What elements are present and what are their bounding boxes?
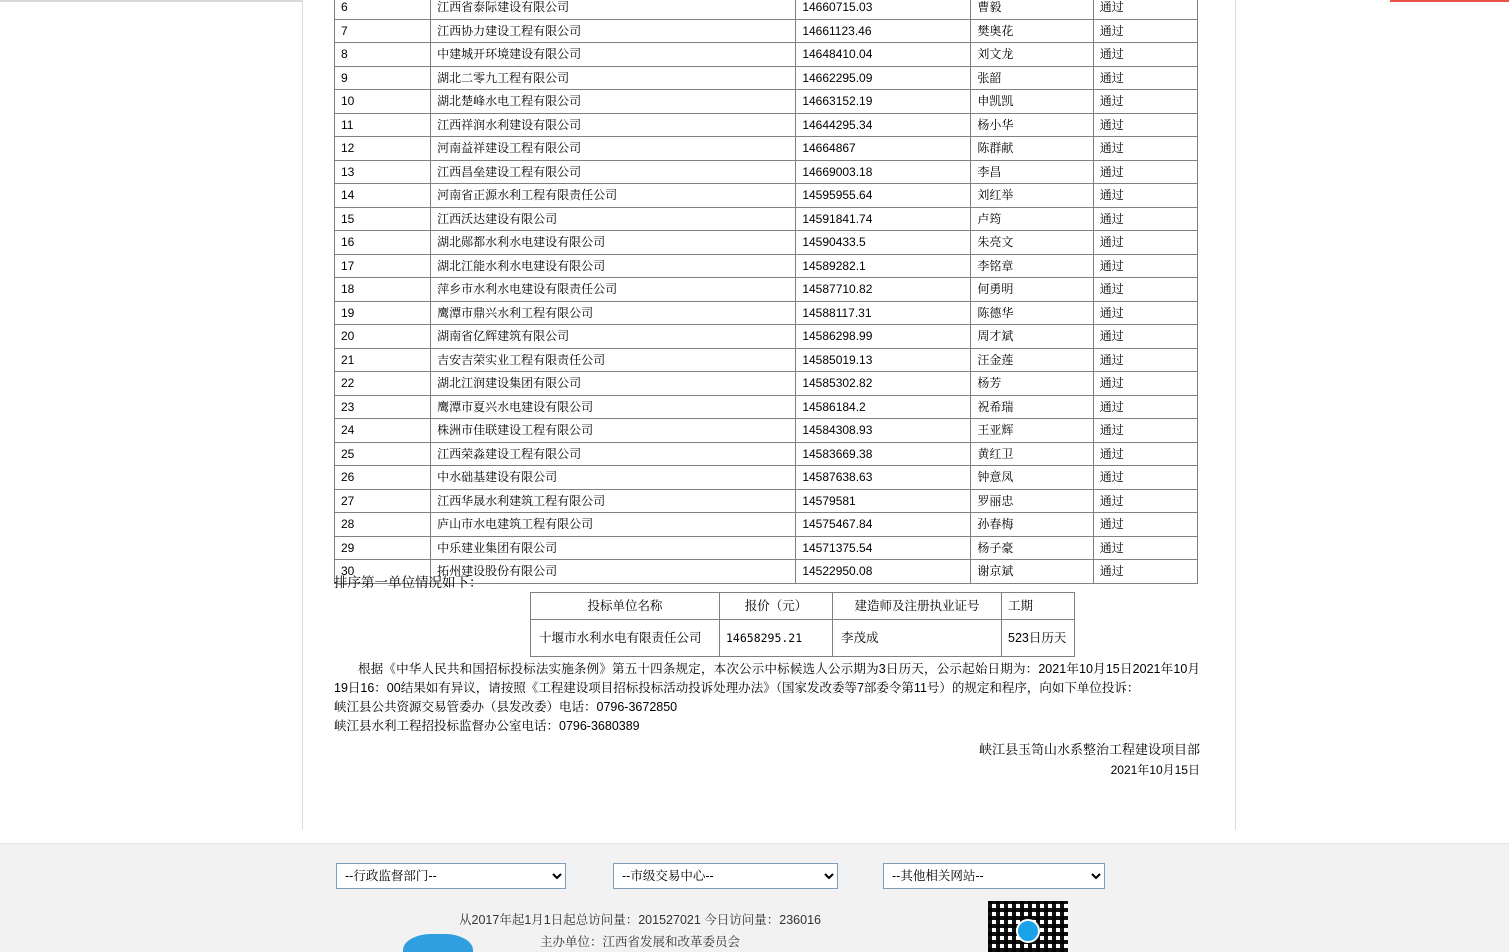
- cell-no: 23: [335, 395, 431, 419]
- cell-bidder-name: 湖北江能水利水电建设有限公司: [431, 254, 796, 278]
- cell-bidder-name: 湖北楚峰水电工程有限公司: [431, 90, 796, 114]
- cell-status: 通过: [1093, 160, 1197, 184]
- table-row: [335, 66, 1198, 90]
- cell-project-manager: 孙春梅: [971, 513, 1093, 537]
- header-price: 报价（元）: [720, 593, 833, 620]
- cell-status: 通过: [1093, 325, 1197, 349]
- cell-no: 30: [335, 560, 431, 584]
- cell-price: 14590433.5: [796, 231, 971, 255]
- value-price: 14658295.21: [720, 620, 833, 657]
- table-row: [335, 184, 1198, 208]
- table-row: [335, 419, 1198, 443]
- cell-status: 通过: [1093, 113, 1197, 137]
- cell-price: 14571375.54: [796, 536, 971, 560]
- cell-no: 7: [335, 19, 431, 43]
- table-row: [335, 90, 1198, 114]
- cell-status: 通过: [1093, 560, 1197, 584]
- cell-no: 19: [335, 301, 431, 325]
- cell-no: 13: [335, 160, 431, 184]
- cell-project-manager: 祝希瑞: [971, 395, 1093, 419]
- cell-project-manager: 何勇明: [971, 278, 1093, 302]
- table-row: [335, 536, 1198, 560]
- page-footer: [0, 843, 1509, 952]
- table-row: [335, 348, 1198, 372]
- cell-price: 14648410.04: [796, 43, 971, 67]
- cell-price: 14669003.18: [796, 160, 971, 184]
- cell-price: 14586184.2: [796, 395, 971, 419]
- cell-status: 通过: [1093, 278, 1197, 302]
- cell-project-manager: 钟意凤: [971, 466, 1093, 490]
- legal-contact-line-1: 峡江县公共资源交易管委办（县发改委）电话：0796-3672850: [334, 700, 678, 714]
- cell-price: 14584308.93: [796, 419, 971, 443]
- cell-price: 14662295.09: [796, 66, 971, 90]
- cell-no: 29: [335, 536, 431, 560]
- cell-no: 12: [335, 137, 431, 161]
- qrcode-center-logo: [1016, 919, 1040, 943]
- cell-project-manager: 曹毅: [971, 0, 1093, 19]
- table-row: [335, 513, 1198, 537]
- cell-bidder-name: 庐山市水电建筑工程有限公司: [431, 513, 796, 537]
- table-row: [335, 489, 1198, 513]
- cell-price: 14644295.34: [796, 113, 971, 137]
- cell-status: 通过: [1093, 43, 1197, 67]
- cell-no: 20: [335, 325, 431, 349]
- cell-status: 通过: [1093, 466, 1197, 490]
- cell-price: 14585302.82: [796, 372, 971, 396]
- table-row: [335, 325, 1198, 349]
- cell-project-manager: 陈群献: [971, 137, 1093, 161]
- value-period: 523日历天: [1002, 620, 1075, 657]
- value-cert: 李茂成: [833, 620, 1002, 657]
- cell-price: 14595955.64: [796, 184, 971, 208]
- cell-bidder-name: 湖南省亿辉建筑有限公司: [431, 325, 796, 349]
- table-row: [335, 207, 1198, 231]
- cell-price: 14591841.74: [796, 207, 971, 231]
- cell-bidder-name: 江西沃达建设有限公司: [431, 207, 796, 231]
- signature-date: 2021年10月15日: [1110, 763, 1200, 777]
- cell-bidder-name: 江西昌垒建设工程有限公司: [431, 160, 796, 184]
- cell-project-manager: 杨子豪: [971, 536, 1093, 560]
- footer-select-row: [0, 863, 1509, 891]
- cell-no: 28: [335, 513, 431, 537]
- cell-status: 通过: [1093, 231, 1197, 255]
- cell-project-manager: 王亚辉: [971, 419, 1093, 443]
- cell-price: 14588117.31: [796, 301, 971, 325]
- table-row: [335, 278, 1198, 302]
- cell-no: 15: [335, 207, 431, 231]
- table-row: [531, 593, 1075, 620]
- cell-project-manager: 李铭章: [971, 254, 1093, 278]
- cell-project-manager: 刘文龙: [971, 43, 1093, 67]
- cell-no: 11: [335, 113, 431, 137]
- cell-status: 通过: [1093, 489, 1197, 513]
- table-row: [335, 231, 1198, 255]
- cell-bidder-name: 鹰潭市夏兴水电建设有限公司: [431, 395, 796, 419]
- cell-bidder-name: 河南省正源水利工程有限责任公司: [431, 184, 796, 208]
- cell-status: 通过: [1093, 301, 1197, 325]
- rank-first-title: 排序第一单位情况如下：: [334, 575, 483, 590]
- value-bidder-name: 十堰市水利水电有限责任公司: [531, 620, 720, 657]
- cell-status: 通过: [1093, 395, 1197, 419]
- cell-status: 通过: [1093, 442, 1197, 466]
- qrcode-icon: [988, 901, 1068, 952]
- cell-price: 14664867: [796, 137, 971, 161]
- header-cert: 建造师及注册执业证号: [833, 593, 1002, 620]
- cell-no: 9: [335, 66, 431, 90]
- cell-project-manager: 卢筠: [971, 207, 1093, 231]
- cell-price: 14579581: [796, 489, 971, 513]
- cell-price: 14586298.99: [796, 325, 971, 349]
- cell-bidder-name: 吉安吉荣实业工程有限责任公司: [431, 348, 796, 372]
- cell-project-manager: 樊奥花: [971, 19, 1093, 43]
- cell-project-manager: 周才斌: [971, 325, 1093, 349]
- cell-no: 22: [335, 372, 431, 396]
- header-period: 工期: [1002, 593, 1075, 620]
- signature-block: [334, 740, 1200, 780]
- cell-status: 通过: [1093, 90, 1197, 114]
- rank-first-table: [530, 592, 1075, 657]
- signature-organization: 峡江县玉笥山水系整治工程建设项目部: [978, 742, 1200, 757]
- table-row: [335, 113, 1198, 137]
- top-strip-right: [1390, 0, 1509, 2]
- cell-no: 8: [335, 43, 431, 67]
- cell-price: 14589282.1: [796, 254, 971, 278]
- cell-project-manager: 罗丽忠: [971, 489, 1093, 513]
- cell-no: 10: [335, 90, 431, 114]
- cell-status: 通过: [1093, 513, 1197, 537]
- cell-price: 14661123.46: [796, 19, 971, 43]
- cell-bidder-name: 中建城开环境建设有限公司: [431, 43, 796, 67]
- cell-bidder-name: 江西祥润水利建设有限公司: [431, 113, 796, 137]
- cell-no: 18: [335, 278, 431, 302]
- table-row: [335, 442, 1198, 466]
- cell-no: 17: [335, 254, 431, 278]
- legal-contact-line-2: 峡江县水利工程招投标监督办公室电话：0796-3680389: [334, 719, 640, 733]
- legal-notice: [334, 660, 1200, 736]
- cell-project-manager: 陈德华: [971, 301, 1093, 325]
- select-city-trading-center[interactable]: [613, 863, 838, 889]
- table-row: [335, 466, 1198, 490]
- cell-bidder-name: 中乐建业集团有限公司: [431, 536, 796, 560]
- table-row: [335, 19, 1198, 43]
- table-row: [335, 395, 1198, 419]
- cell-bidder-name: 湖北郧都水利水电建设有限公司: [431, 231, 796, 255]
- cell-no: 21: [335, 348, 431, 372]
- table-row: [531, 620, 1075, 657]
- cell-bidder-name: 株洲市佳联建设工程有限公司: [431, 419, 796, 443]
- cell-no: 25: [335, 442, 431, 466]
- cell-no: 24: [335, 419, 431, 443]
- table-row: [335, 301, 1198, 325]
- cell-project-manager: 朱亮文: [971, 231, 1093, 255]
- cell-project-manager: 李昌: [971, 160, 1093, 184]
- cell-no: 16: [335, 231, 431, 255]
- table-row: [335, 372, 1198, 396]
- cell-bidder-name: 江西省泰际建设有限公司: [431, 0, 796, 19]
- site-logo: [403, 934, 473, 952]
- cell-price: 14583669.38: [796, 442, 971, 466]
- cell-status: 通过: [1093, 207, 1197, 231]
- cell-bidder-name: 拓州建设股份有限公司: [431, 560, 796, 584]
- table-row: [335, 160, 1198, 184]
- bidders-table: [334, 0, 1198, 584]
- cell-project-manager: 张韶: [971, 66, 1093, 90]
- cell-price: 14587638.63: [796, 466, 971, 490]
- cell-status: 通过: [1093, 184, 1197, 208]
- cell-status: 通过: [1093, 254, 1197, 278]
- cell-bidder-name: 萍乡市水利水电建设有限责任公司: [431, 278, 796, 302]
- select-administrative-supervision[interactable]: [336, 863, 566, 889]
- cell-project-manager: 申凯凯: [971, 90, 1093, 114]
- cell-price: 14660715.03: [796, 0, 971, 19]
- table-row: [335, 0, 1198, 19]
- cell-project-manager: 杨小华: [971, 113, 1093, 137]
- cell-bidder-name: 湖北江润建设集团有限公司: [431, 372, 796, 396]
- cell-no: 27: [335, 489, 431, 513]
- header-bidder-name: 投标单位名称: [531, 593, 720, 620]
- select-other-related-sites[interactable]: [883, 863, 1105, 889]
- cell-bidder-name: 鹰潭市鼎兴水利工程有限公司: [431, 301, 796, 325]
- cell-status: 通过: [1093, 348, 1197, 372]
- cell-status: 通过: [1093, 536, 1197, 560]
- cell-status: 通过: [1093, 419, 1197, 443]
- cell-bidder-name: 河南益祥建设工程有限公司: [431, 137, 796, 161]
- cell-status: 通过: [1093, 0, 1197, 19]
- cell-project-manager: 谢京斌: [971, 560, 1093, 584]
- cell-no: 14: [335, 184, 431, 208]
- cell-project-manager: 杨芳: [971, 372, 1093, 396]
- cell-bidder-name: 江西华晟水利建筑工程有限公司: [431, 489, 796, 513]
- table-row: [335, 254, 1198, 278]
- table-row: [335, 43, 1198, 67]
- visit-counter: 从2017年起1月1日起总访问量：201527021 今日访问量：236016: [459, 913, 821, 927]
- legal-paragraph-1: 根据《中华人民共和国招标投标法实施条例》第五十四条规定，本次公示中标候选人公示期为3日历天，公示起始日期为：2021年10月15日2021年10月19日16：00结果如有异议，请按照《工程建设项目招标投标活动投诉处理办法》（国家发改委等7部委令第11号）的规定和程序，向如下单位投诉：: [334, 662, 1200, 695]
- organizer-text: 主办单位：江西省发展和改革委员会: [539, 935, 740, 949]
- cell-no: 26: [335, 466, 431, 490]
- cell-status: 通过: [1093, 19, 1197, 43]
- cell-project-manager: 黄红卫: [971, 442, 1093, 466]
- table-row: [335, 137, 1198, 161]
- cell-no: 6: [335, 0, 431, 19]
- cell-status: 通过: [1093, 137, 1197, 161]
- cell-bidder-name: 湖北二零九工程有限公司: [431, 66, 796, 90]
- cell-bidder-name: 江西荣淼建设工程有限公司: [431, 442, 796, 466]
- cell-price: 14575467.84: [796, 513, 971, 537]
- cell-project-manager: 汪金莲: [971, 348, 1093, 372]
- cell-status: 通过: [1093, 66, 1197, 90]
- cell-bidder-name: 江西协力建设工程有限公司: [431, 19, 796, 43]
- cell-price: 14522950.08: [796, 560, 971, 584]
- cell-status: 通过: [1093, 372, 1197, 396]
- cell-price: 14663152.19: [796, 90, 971, 114]
- cell-price: 14587710.82: [796, 278, 971, 302]
- cell-project-manager: 刘红举: [971, 184, 1093, 208]
- cell-bidder-name: 中水础基建设有限公司: [431, 466, 796, 490]
- cell-price: 14585019.13: [796, 348, 971, 372]
